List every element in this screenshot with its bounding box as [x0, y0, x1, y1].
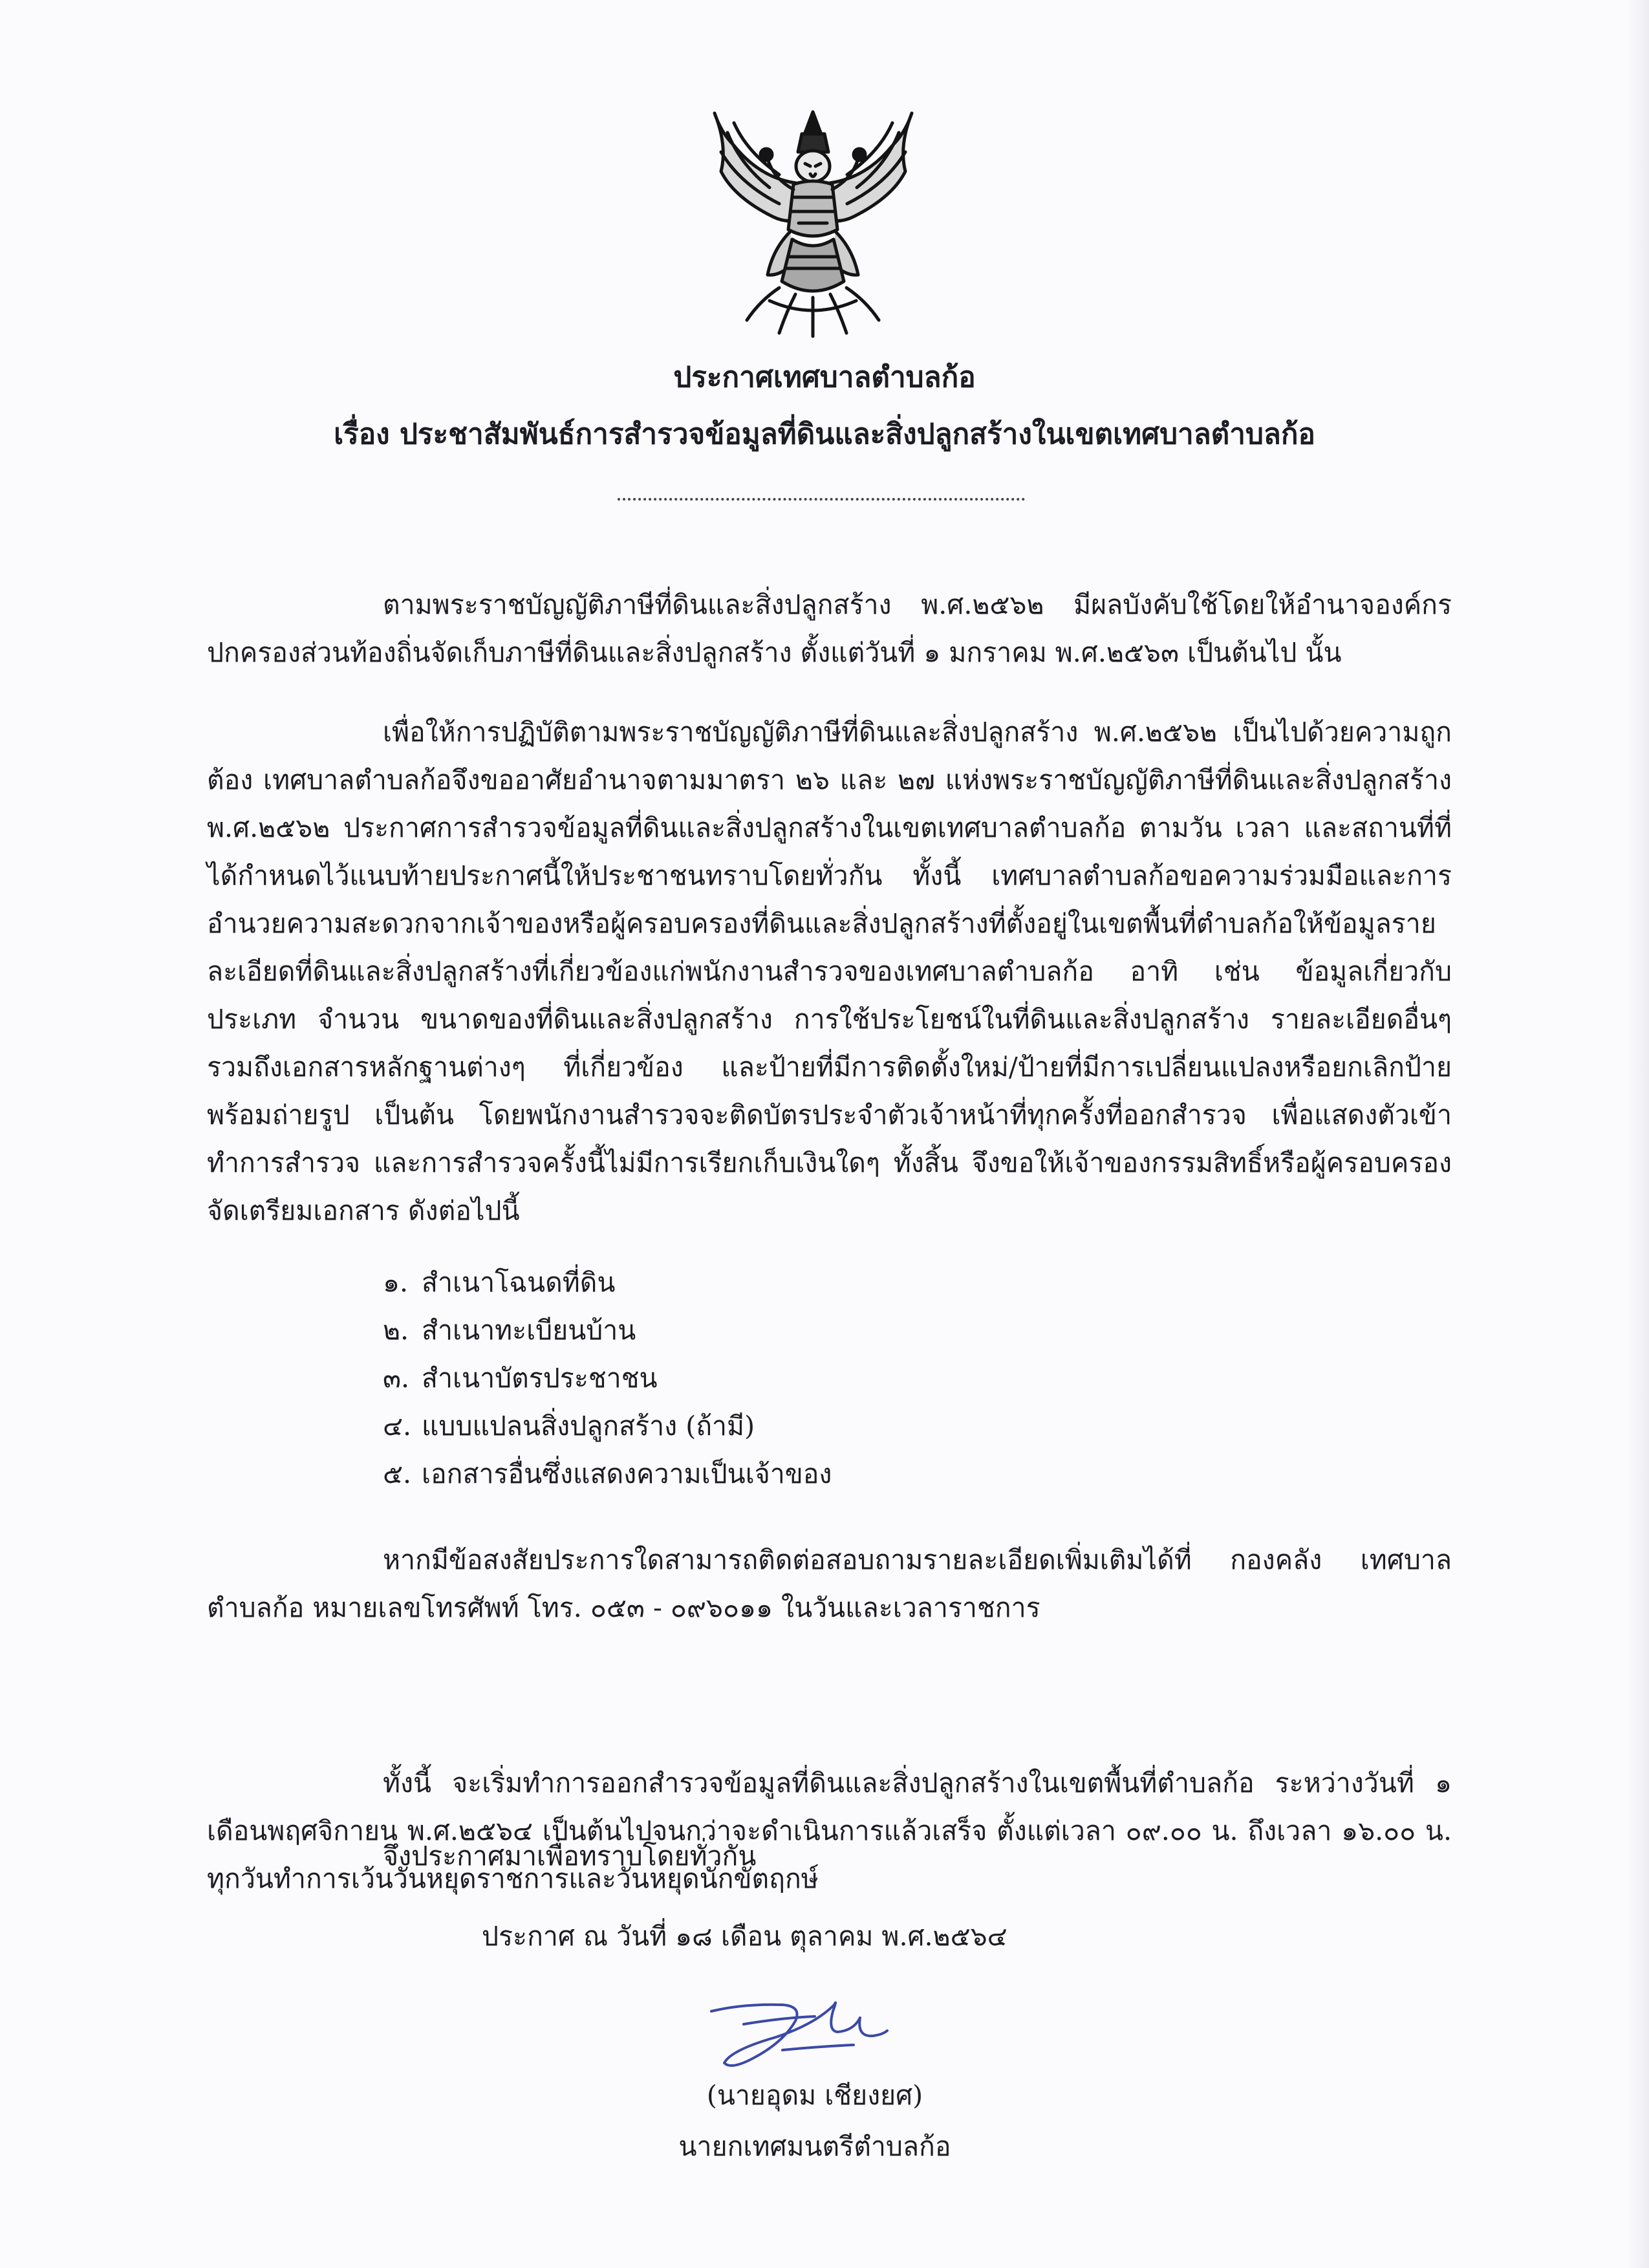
dotted-divider	[618, 498, 1025, 501]
list-item	[383, 1306, 832, 1354]
list-item-number: ๕.	[383, 1458, 412, 1489]
list-item-number: ๓.	[383, 1363, 410, 1394]
list-item	[383, 1258, 832, 1306]
list-item	[383, 1402, 832, 1450]
paragraph-contact-info: หากมีข้อสงสัยประการใดสามารถติดต่อสอบถามรายละเอียดเพิ่มเติมได้ที่ กองคลัง เทศบาลตำบลก้อ หมายเลขโทรศัพท์ โทร. ๐๕๓ - ๐๙๖๐๑๑ ในวันและเวลาราชการ	[207, 1544, 1452, 1623]
list-item-text: สำเนาบัตรประชาชน	[422, 1363, 658, 1394]
list-item-text: แบบแปลนสิ่งปลูกสร้าง (ถ้ามี)	[422, 1410, 755, 1442]
list-item	[383, 1354, 832, 1402]
paragraph-legal-basis: ตามพระราชบัญญัติภาษีที่ดินและสิ่งปลูกสร้าง พ.ศ.๒๕๖๒ มีผลบังคับใช้โดยให้อำนาจองค์กรปกครองส่วนท้องถิ่นจัดเก็บภาษีที่ดินและสิ่งปลูกสร้าง ตั้งแต่วันที่ ๑ มกราคม พ.ศ.๒๕๖๓ เป็นต้นไป นั้น	[207, 589, 1452, 668]
signatory-position: นายกเทศมนตรีตำบลก้อ	[678, 2131, 951, 2162]
page-edge-shadow	[1627, 0, 1649, 2268]
announcement-date: ประกาศ ณ วันที่ ๑๘ เดือน ตุลาคม พ.ศ.๒๕๖๔	[482, 1921, 1008, 1952]
handwritten-signature-icon	[705, 1985, 892, 2076]
list-item-text: สำเนาทะเบียนบ้าน	[422, 1315, 636, 1346]
required-documents-list	[383, 1258, 832, 1498]
list-item-number: ๒.	[383, 1315, 409, 1346]
list-item-number: ๑.	[383, 1267, 409, 1298]
paragraph-survey-notice: เพื่อให้การปฏิบัติตามพระราชบัญญัติภาษีที่ดินและสิ่งปลูกสร้าง พ.ศ.๒๕๖๒ เป็นไปด้วยความถูกต้อง เทศบาลตำบลก้อจึงขออาศัยอำนาจตามมาตรา ๒๖ และ ๒๗ แห่งพระราชบัญญัติภาษีที่ดินและสิ่งปลูกสร้าง พ.ศ.๒๕๖๒ ประกาศการสำรวจข้อมูลที่ดินและสิ่งปลูกสร้างในเขตเทศบาลตำบลก้อ ตามวัน เวลา และสถานที่ที่ได้กำหนดไว้แนบท้ายประกาศนี้ให้ประชาชนทราบโดยทั่วกัน ทั้งนี้ เทศบาลตำบลก้อขอความร่วมมือและการอำนวยความสะดวกจากเจ้าของหรือผู้ครอบครองที่ดินและสิ่งปลูกสร้างที่ตั้งอยู่ในเขตพื้นที่ตำบลก้อให้ข้อมูลรายละเอียดที่ดินและสิ่งปลูกสร้างที่เกี่ยวข้องแก่พนักงานสำรวจของเทศบาลตำบลก้อ อาทิ เช่น ข้อมูลเกี่ยวกับประเภท จำนวน ขนาดของที่ดินและสิ่งปลูกสร้าง การใช้ประโยชน์ในที่ดินและสิ่งปลูกสร้าง รายละเอียดอื่นๆ รวมถึงเอกสารหลักฐานต่างๆ ที่เกี่ยวข้อง และป้ายที่มีการติดตั้งใหม่/ป้ายที่มีการเปลี่ยนแปลงหรือยกเลิกป้าย พร้อมถ่ายรูป เป็นต้น โดยพนักงานสำรวจจะติดบัตรประจำตัวเจ้าหน้าที่ทุกครั้งที่ออกสำรวจ เพื่อแสดงตัวเข้าทำการสำรวจ และการสำรวจครั้งนี้ไม่มีการเรียกเก็บเงินใดๆ ทั้งสิ้น จึงขอให้เจ้าของกรรมสิทธิ์หรือผู้ครอบครองจัดเตรียมเอกสาร ดังต่อไปนี้	[207, 717, 1452, 1226]
list-item-number: ๔.	[383, 1410, 412, 1442]
list-item-text: เอกสารอื่นซึ่งแสดงความเป็นเจ้าของ	[422, 1458, 832, 1489]
garuda-emblem-icon	[708, 107, 918, 340]
announcement-title: ประกาศเทศบาลตำบลก้อ	[673, 361, 976, 394]
list-item-text: สำเนาโฉนดที่ดิน	[422, 1267, 616, 1298]
announcement-subject: เรื่อง ประชาสัมพันธ์การสำรวจข้อมูลที่ดินและสิ่งปลูกสร้างในเขตเทศบาลตำบลก้อ	[334, 418, 1315, 451]
closing-statement: จึงประกาศมาเพื่อทราบโดยทั่วกัน	[383, 1841, 757, 1872]
paragraph-survey-schedule: ทั้งนี้ จะเริ่มทำการออกสำรวจข้อมูลที่ดินและสิ่งปลูกสร้างในเขตพื้นที่ตำบลก้อ ระหว่างวันที่ ๑ เดือนพฤศจิกายน พ.ศ.๒๕๖๔ เป็นต้นไปจนกว่าจะดำเนินการแล้วเสร็จ ตั้งแต่เวลา ๐๙.๐๐ น. ถึงเวลา ๑๖.๐๐ น. ทุกวันทำการเว้นวันหยุดราชการและวันหยุดนักขัตฤกษ์	[207, 1767, 1452, 1894]
list-item	[383, 1450, 832, 1498]
signatory-name: (นายอุดม เชียงยศ)	[706, 2080, 923, 2111]
